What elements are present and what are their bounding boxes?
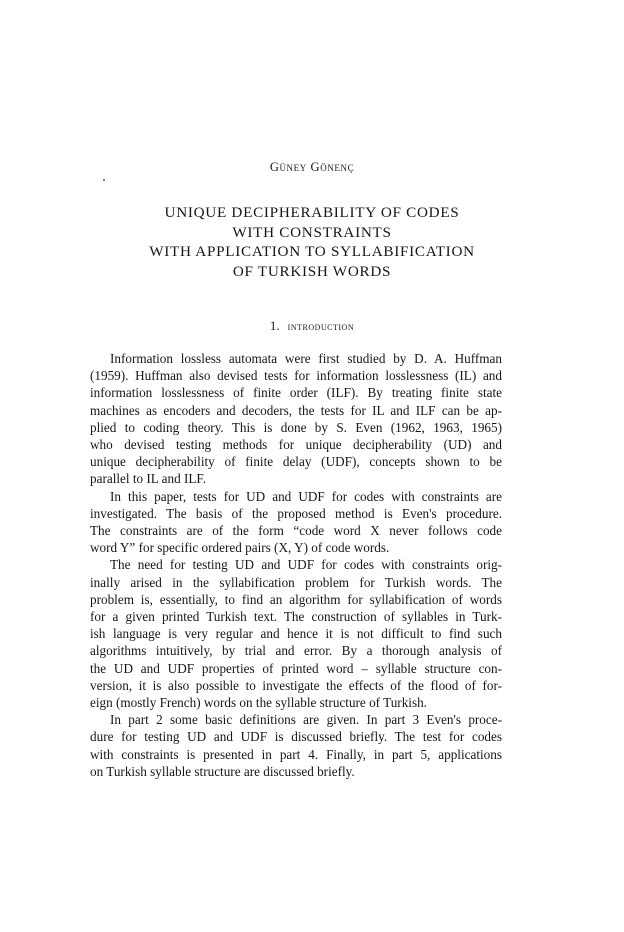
section-number: 1. — [269, 318, 280, 333]
paragraph-4 — [90, 711, 502, 780]
text-line: for a given printed Turkish text. The construction of syllables in Turk- — [90, 609, 502, 625]
text-line: problem is, essentially, to find an algorithm for syllabification of words — [90, 591, 502, 607]
paragraph-1 — [90, 350, 502, 488]
text-line: algorithms intuitively, by trial and error. By a thorough analysis of — [90, 643, 502, 659]
title-line: WITH CONSTRAINTS — [232, 223, 392, 241]
text-line: parallel to IL and ILF. — [90, 471, 207, 487]
text-line: word Y” for specific ordered pairs (X, Y) of code words. — [90, 540, 390, 556]
paragraph-3 — [90, 556, 502, 711]
text-line: In this paper, tests for UD and UDF for codes with constraints are — [110, 488, 502, 504]
text-line: eign (mostly French) words on the syllable structure of Turkish. — [90, 695, 427, 711]
text-line: In part 2 some basic definitions are given. In part 3 Even's proce- — [110, 712, 502, 728]
text-line: with constraints is presented in part 4. Finally, in part 5, applications — [90, 746, 502, 762]
title-line: OF TURKISH WORDS — [232, 262, 392, 280]
text-line: ish language is very regular and hence it is not difficult to find such — [90, 626, 502, 642]
text-line: Information lossless automata were first studied by D. A. Huffman — [110, 351, 502, 366]
text-line: The constraints are of the form “code word X never follows code — [90, 523, 502, 539]
text-line: information losslessness of finite order (ILF). By treating finite state — [90, 385, 502, 401]
text-line: dure for testing UD and UDF is discussed briefly. The test for codes — [90, 729, 502, 745]
title-line: UNIQUE DECIPHERABILITY OF CODES — [164, 204, 460, 221]
text-line: The need for testing UD and UDF for codes with constraints orig- — [110, 557, 502, 573]
section-heading — [0, 318, 624, 334]
author-name: Güney Gönenç — [269, 160, 355, 174]
text-line: inally arised in the syllabification problem for Turkish words. The — [90, 574, 502, 590]
body-text — [90, 350, 502, 780]
text-line: version, it is also possible to investigate the effects of the flood of for- — [90, 677, 502, 693]
text-line: on Turkish syllable structure are discussed briefly. — [90, 763, 355, 779]
title-line: WITH APPLICATION TO SYLLABIFICATION — [149, 243, 475, 261]
text-line: the UD and UDF properties of printed word – syllable structure con- — [90, 660, 502, 676]
text-line: unique decipherability of finite delay (UDF), concepts shown to be — [90, 454, 502, 470]
paper-title — [0, 203, 624, 281]
scan-speck — [103, 179, 105, 181]
text-line: who devised testing methods for unique decipherability (UD) and — [90, 437, 502, 453]
text-line: plied to coding theory. This is done by S. Even (1962, 1963, 1965) — [90, 419, 502, 435]
text-line: machines as encoders and decoders, the tests for IL and ILF can be ap- — [90, 402, 502, 418]
section-name: introduction — [287, 321, 355, 333]
paragraph-2 — [90, 488, 502, 557]
text-line: (1959). Huffman also devised tests for information losslessness (IL) and — [90, 368, 502, 384]
text-line: investigated. The basis of the proposed method is Even's procedure. — [90, 505, 502, 521]
